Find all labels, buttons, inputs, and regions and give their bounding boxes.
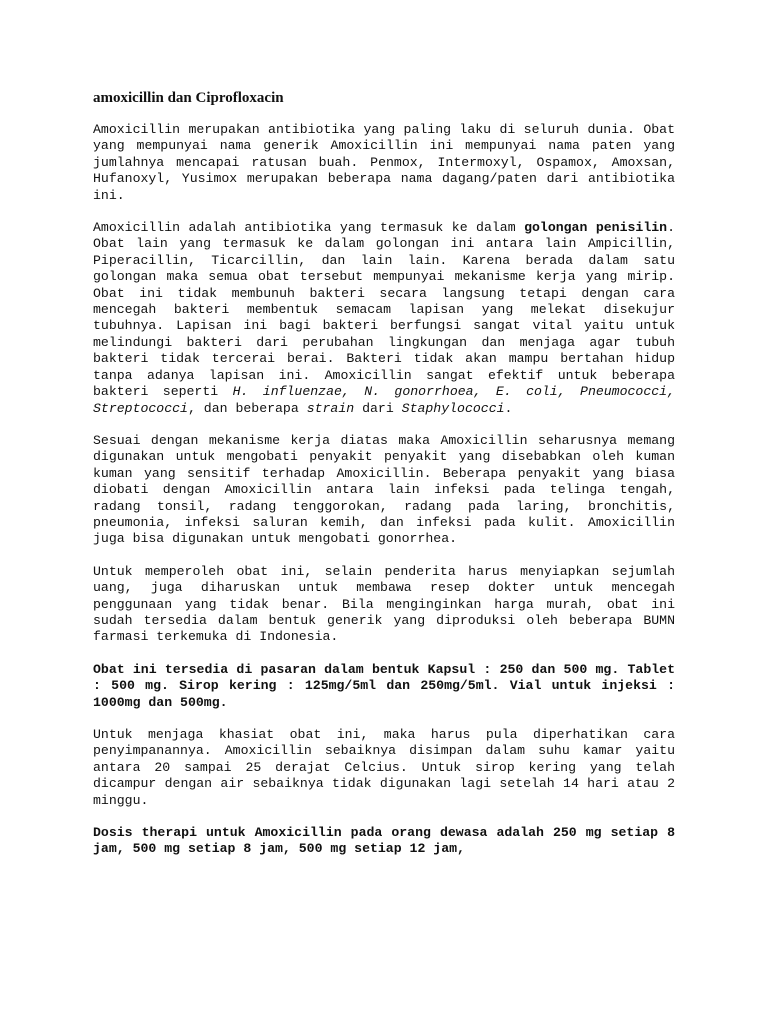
- paragraph-resep: Untuk memperoleh obat ini, selain penderita harus menyiapkan sejumlah uang, juga diharuskan untuk membawa resep dokter untuk mencegah penggunaan yang tidak benar. Bila menginginkan harga murah, obat ini sudah tersedia dalam bentuk generik yang diproduksi oleh beberapa BUMN farmasi terkemuka di Indonesia.: [93, 563, 675, 645]
- paragraph-indikasi: Sesuai dengan mekanisme kerja diatas maka Amoxicillin seharusnya memang digunakan untuk mengobati penyakit penyakit yang disebabkan oleh kuman kuman yang sensitif terhadap Amoxicillin. Beberapa penyakit yang biasa diobati dengan Amoxicillin antara lain infeksi pada telinga tengah, radang tonsil, radang tenggorokan, radang pada laring, bronchitis, pneumonia, infeksi saluran kemih, dan infeksi pada kulit. Amoxicillin juga bisa digunakan untuk mengobati gonorrhea.: [93, 432, 675, 547]
- paragraph-golongan: [93, 220, 675, 417]
- italic-bacteria-list: H. influenzae, N. gonorrhoea, E. coli, Pneumococci, Streptococci: [93, 384, 675, 416]
- paragraph-text: . Obat lain yang termasuk ke dalam golongan ini antara lain Ampicillin, Piperacillin, Ticarcillin, dan lain lain. Karena berada dalam satu golongan maka semua obat tersebut mempunyai mekanisme kerja yang mirip. Obat ini tidak membunuh bakteri secara langsung tetapi dengan cara mencegah bakteri membentuk semacam lapisan yang melekat disekujur tubuhnya. Lapisan ini bagi bakteri berfungsi sangat vital yaitu untuk melindungi bakteri dari perubahan lingkungan dan menjaga agar tubuh bakteri tidak tercerai berai. Bakteri tidak akan mampu bertahan hidup tanpa adanya lapisan ini. Amoxicillin sangat efektif untuk beberapa bakteri seperti: [93, 220, 675, 400]
- italic-staphylococci: Staphylococci: [401, 400, 505, 416]
- paragraph-text: Amoxicillin adalah antibiotika yang termasuk ke dalam: [93, 220, 525, 236]
- paragraph-dosis: Dosis therapi untuk Amoxicillin pada orang dewasa adalah 250 mg setiap 8 jam, 500 mg setiap 8 jam, 500 mg setiap 12 jam,: [93, 825, 675, 857]
- paragraph-intro: Amoxicillin merupakan antibiotika yang paling laku di seluruh dunia. Obat yang mempunyai nama generik Amoxicillin ini mempunyai nama paten yang jumlahnya mencapai ratusan buah. Penmox, Intermoxyl, Ospamox, Amoxsan, Hufanoxyl, Yusimox merupakan beberapa nama dagang/paten dari antibiotika ini.: [93, 122, 675, 203]
- document-page: [93, 88, 675, 874]
- bold-term-golongan-penisilin: golongan penisilin: [524, 220, 668, 236]
- document-title: amoxicillin dan Ciprofloxacin: [93, 90, 284, 106]
- paragraph-sediaan: Obat ini tersedia di pasaran dalam bentuk Kapsul : 250 dan 500 mg. Tablet : 500 mg. Sirop kering : 125mg/5ml dan 250mg/5ml. Vial untuk injeksi : 1000mg dan 500mg.: [93, 661, 675, 710]
- paragraph-penyimpanan: Untuk menjaga khasiat obat ini, maka harus pula diperhatikan cara penyimpanannya. Amoxicillin sebaiknya disimpan dalam suhu kamar yaitu antara 20 sampai 25 derajat Celcius. Untuk sirop kering yang telah dicampur dengan air sebaiknya tidak digunakan lagi setelah 14 hari atau 2 minggu.: [93, 727, 675, 808]
- italic-strain: strain: [306, 400, 355, 416]
- paragraph-text: .: [504, 400, 513, 416]
- paragraph-text: , dan beberapa: [187, 400, 307, 416]
- paragraph-text: dari: [354, 400, 402, 416]
